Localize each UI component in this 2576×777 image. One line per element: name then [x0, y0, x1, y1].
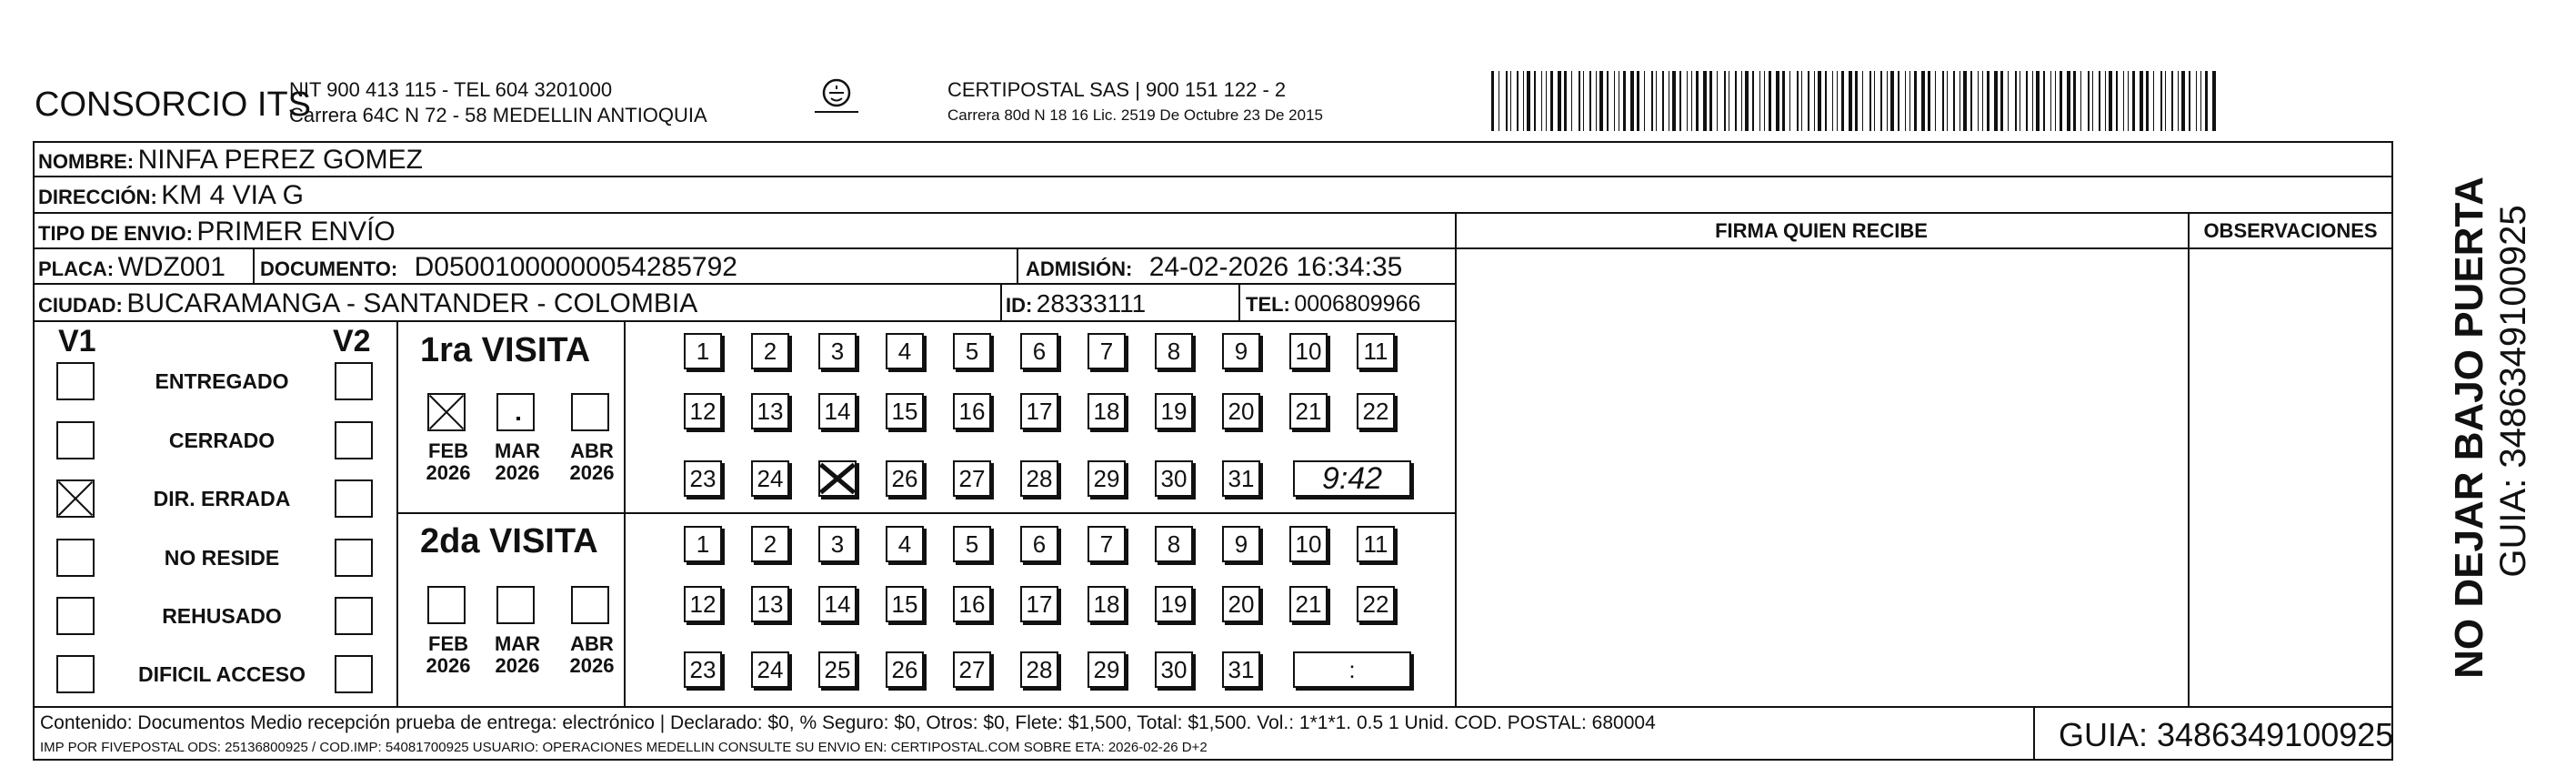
barcode-bar: [2088, 71, 2090, 131]
barcode-bar: [1696, 71, 1699, 131]
day-box[interactable]: 11: [1357, 333, 1395, 369]
ciudad-field: [38, 290, 697, 318]
day-box[interactable]: 11: [1357, 526, 1395, 562]
v1-checkbox[interactable]: [56, 539, 95, 577]
barcode-bar: [1651, 71, 1653, 131]
barcode-bar: [1571, 71, 1572, 131]
barcode-bar: [1656, 71, 1657, 131]
barcode-bar: [2123, 71, 2124, 131]
day-box[interactable]: 6: [1020, 333, 1058, 369]
day-box[interactable]: 24: [751, 460, 789, 497]
barcode-bar: [1935, 71, 1936, 131]
documento-field: [260, 254, 737, 281]
placa-value: WDZ001: [117, 252, 226, 282]
day-box[interactable]: 25: [818, 651, 857, 688]
barcode-bar: [1583, 71, 1584, 131]
month-year: 2026: [426, 654, 471, 678]
v1-header: V1: [58, 324, 96, 358]
day-box[interactable]: 14: [818, 586, 857, 622]
second-visit-title: 2da VISITA: [420, 522, 598, 560]
month-name: FEB: [428, 632, 468, 655]
barcode-bar: [1523, 71, 1524, 131]
placa-label: PLACA:: [38, 257, 115, 280]
barcode-bar: [1491, 71, 1494, 131]
barcode-bar: [2165, 71, 2166, 131]
barcode-bar: [1818, 71, 1821, 131]
v2-checkbox[interactable]: [335, 597, 373, 635]
month-label: [489, 633, 546, 677]
barcode-bar: [1510, 71, 1511, 131]
barcode-bar: [1782, 71, 1785, 131]
first-visit-title: 1ra VISITA: [420, 331, 591, 369]
barcode-bar: [2178, 71, 2179, 131]
barcode-bar: [2026, 71, 2028, 131]
barcode-bar: [2189, 71, 2190, 131]
month-year: 2026: [426, 461, 471, 485]
barcode-bar: [1541, 71, 1542, 131]
day-box[interactable]: 26: [886, 460, 924, 497]
v2-checkbox[interactable]: [335, 362, 373, 400]
barcode-bar: [1887, 71, 1888, 131]
barcode-bar: [2140, 71, 2143, 131]
admision-field: [1026, 254, 1402, 281]
barcode-bar: [1662, 71, 1664, 131]
day-box[interactable]: 10: [1289, 526, 1328, 562]
barcode-bar: [1841, 71, 1844, 131]
day-box[interactable]: 8: [1155, 526, 1193, 562]
barcode-bar: [1506, 71, 1508, 131]
day-box[interactable]: 9: [1222, 333, 1260, 369]
tipo-envio-row: [38, 218, 396, 246]
barcode-bar: [1801, 71, 1802, 131]
barcode-bar: [1947, 71, 1948, 131]
barcode-bar: [2132, 71, 2135, 131]
barcode-bar: [1517, 71, 1519, 131]
barcode-bar: [1741, 71, 1742, 131]
barcode-bar: [1909, 71, 1910, 131]
barcode-bar: [1982, 71, 1983, 131]
day-box[interactable]: 15: [886, 393, 924, 429]
day-box[interactable]: 19: [1155, 586, 1193, 622]
documento-value: D05001000000054285792: [414, 252, 737, 282]
barcode-bar: [1745, 71, 1749, 131]
barcode-bar: [1837, 71, 1838, 131]
status-label: DIFICIL ACCESO: [137, 662, 306, 686]
day-box[interactable]: 28: [1020, 460, 1058, 497]
day-box[interactable]: 8: [1155, 333, 1193, 369]
barcode-bar: [2080, 71, 2081, 131]
firma-header: FIRMA QUIEN RECIBE: [1715, 219, 1928, 242]
barcode-bar: [1687, 71, 1688, 131]
barcode-bar: [2092, 71, 2093, 131]
barcode-bar: [1534, 71, 1536, 131]
barcode-bar: [2212, 71, 2216, 131]
month-label: [564, 633, 620, 677]
status-label: DIR. ERRADA: [153, 487, 291, 510]
barcode-bar: [1898, 71, 1899, 131]
day-box[interactable]: 16: [953, 393, 991, 429]
barcode-bar: [1970, 71, 1972, 131]
v1-checkbox[interactable]: [56, 362, 95, 400]
barcode-bar: [1928, 71, 1930, 131]
barcode-bar: [1724, 71, 1726, 131]
barcode-bar: [2000, 71, 2003, 131]
barcode-bar: [1832, 71, 1833, 131]
day-box[interactable]: 3: [818, 526, 857, 562]
day-box[interactable]: 24: [751, 651, 789, 688]
barcode-bar: [1769, 71, 1771, 131]
barcode-bar: [1637, 71, 1639, 131]
barcode-bar: [1855, 71, 1858, 131]
day-box[interactable]: 10: [1289, 333, 1328, 369]
month-year: 2026: [495, 654, 540, 678]
v2-checkbox[interactable]: [335, 655, 373, 693]
barcode-bar: [1890, 71, 1894, 131]
day-box[interactable]: 22: [1357, 586, 1395, 622]
id-field: [1006, 291, 1146, 317]
day-box[interactable]: 22: [1357, 393, 1395, 429]
barcode-bar: [1596, 71, 1597, 131]
day-box[interactable]: 27: [953, 651, 991, 688]
v1-checkbox[interactable]: [56, 597, 95, 635]
side-warning: NO DEJAR BAJO PUERTA: [2447, 177, 2491, 679]
barcode-bar: [1994, 71, 1998, 131]
day-box[interactable]: 1: [684, 333, 722, 369]
barcode-bar: [2109, 71, 2112, 131]
v2-checkbox[interactable]: [335, 479, 373, 518]
day-box[interactable]: 21: [1289, 586, 1328, 622]
day-box[interactable]: [818, 460, 857, 497]
day-box[interactable]: 29: [1088, 460, 1126, 497]
month-checkbox[interactable]: [496, 586, 535, 624]
id-label: ID:: [1006, 294, 1033, 317]
barcode-bar: [1880, 71, 1882, 131]
documento-label: DOCUMENTO:: [260, 257, 398, 280]
id-value: 28333111: [1036, 289, 1147, 318]
day-box[interactable]: 13: [751, 393, 789, 429]
month-checkbox[interactable]: [571, 393, 609, 431]
direccion-row: [38, 182, 304, 209]
placa-field: [38, 254, 226, 281]
direccion-value: KM 4 VIA G: [161, 180, 304, 210]
barcode-bar: [2196, 71, 2197, 131]
admision-label: ADMISIÓN:: [1026, 257, 1133, 280]
day-box[interactable]: 19: [1155, 393, 1193, 429]
nit-line: NIT 900 413 115 - TEL 604 3201000: [289, 78, 613, 101]
day-box[interactable]: 23: [684, 460, 722, 497]
barcode-bar: [1764, 71, 1765, 131]
day-box[interactable]: 7: [1088, 333, 1126, 369]
day-box[interactable]: 18: [1088, 393, 1126, 429]
day-box[interactable]: 16: [953, 586, 991, 622]
barcode-bar: [1953, 71, 1955, 131]
barcode-bar: [1527, 71, 1530, 131]
barcode-bar: [1703, 71, 1707, 131]
day-box[interactable]: 7: [1088, 526, 1126, 562]
day-box[interactable]: 20: [1222, 393, 1260, 429]
barcode-bar: [1905, 71, 1906, 131]
barcode-bar: [2128, 71, 2129, 131]
day-box[interactable]: 17: [1020, 393, 1058, 429]
certi-line2: Carrera 80d N 18 16 Lic. 2519 De Octubre 23 De 2015: [947, 106, 1323, 124]
address-line: Carrera 64C N 72 - 58 MEDELLIN ANTIOQUIA: [289, 104, 707, 126]
barcode-bar: [1717, 71, 1718, 131]
month-year: 2026: [569, 654, 615, 678]
barcode-bar: [2171, 71, 2173, 131]
company-name: CONSORCIO ITS: [35, 86, 312, 124]
day-box[interactable]: 18: [1088, 586, 1126, 622]
v1-checkbox[interactable]: [56, 479, 95, 518]
barcode-bar: [1579, 71, 1580, 131]
month-name: ABR: [570, 439, 614, 462]
footer-guia: GUIA: 3486349100925: [2059, 716, 2394, 753]
day-box[interactable]: 5: [953, 333, 991, 369]
barcode-bar: [1735, 71, 1737, 131]
barcode-bar: [2099, 71, 2100, 131]
barcode-bar: [1709, 71, 1712, 131]
barcode-bar: [2181, 71, 2185, 131]
day-box[interactable]: 5: [953, 526, 991, 562]
day-box[interactable]: 20: [1222, 586, 1260, 622]
month-year: 2026: [495, 461, 540, 485]
observaciones-header: OBSERVACIONES: [2203, 219, 2378, 242]
barcode-bar: [1808, 71, 1809, 131]
barcode-bar: [1691, 71, 1692, 131]
barcode-bar: [1599, 71, 1603, 131]
day-box[interactable]: 23: [684, 651, 722, 688]
direccion-label: DIRECCIÓN:: [38, 186, 157, 208]
status-label: NO RESIDE: [164, 546, 280, 570]
month-checkbox[interactable]: [427, 586, 466, 624]
ciudad-value: BUCARAMANGA - SANTANDER - COLOMBIA: [126, 288, 698, 318]
day-box[interactable]: 28: [1020, 651, 1058, 688]
barcode-bar: [1874, 71, 1875, 131]
barcode-bar: [2116, 71, 2118, 131]
barcode-bar: [2055, 71, 2056, 131]
barcode-bar: [1752, 71, 1754, 131]
barcode-bar: [1789, 71, 1790, 131]
tipo-envio-value: PRIMER ENVÍO: [196, 217, 396, 247]
barcode-bar: [1921, 71, 1925, 131]
barcode-bar: [2160, 71, 2162, 131]
status-label: ENTREGADO: [155, 369, 289, 393]
time-box[interactable]: :: [1293, 651, 1411, 688]
day-box[interactable]: 21: [1289, 393, 1328, 429]
barcode-bar: [1849, 71, 1852, 131]
certipostal-logo-icon: [809, 75, 864, 122]
day-box[interactable]: 4: [886, 333, 924, 369]
day-box[interactable]: 26: [886, 651, 924, 688]
v2-checkbox[interactable]: [335, 421, 373, 459]
barcode-bar: [2032, 71, 2033, 131]
barcode-bar: [2043, 71, 2045, 131]
barcode-bar: [1623, 71, 1626, 131]
barcode-bar: [1814, 71, 1815, 131]
barcode-bar: [1498, 71, 1499, 131]
barcode-bar: [1550, 71, 1553, 131]
v2-checkbox[interactable]: [335, 539, 373, 577]
barcode-bar: [2050, 71, 2051, 131]
month-name: ABR: [570, 632, 614, 655]
day-box[interactable]: 1: [684, 526, 722, 562]
month-label: [420, 633, 476, 677]
day-box[interactable]: 17: [1020, 586, 1058, 622]
month-label: [420, 440, 476, 484]
time-box[interactable]: 9:42: [1293, 460, 1411, 497]
day-box[interactable]: 31: [1222, 651, 1260, 688]
day-box[interactable]: 30: [1155, 460, 1193, 497]
footer-imp: IMP POR FIVEPOSTAL ODS: 25136800925 / COD.IMP: 54081700925 USUARIO: OPERACIONES MEDELLIN CONSULTE SU ENVIO EN: CERTIPOSTAL.COM SOBRE ETA: 2026-02-26 D+2: [40, 740, 1208, 755]
barcode-bar: [1564, 71, 1567, 131]
barcode-bar: [2067, 71, 2070, 131]
nombre-label: NOMBRE:: [38, 150, 135, 173]
month-label: [564, 440, 620, 484]
barcode-bar: [2060, 71, 2062, 131]
nombre-value: NINFA PEREZ GOMEZ: [137, 145, 423, 175]
month-name: MAR: [494, 439, 541, 462]
barcode-bar: [1546, 71, 1547, 131]
barcode-bar: [2205, 71, 2208, 131]
tel-value: 0006809966: [1294, 291, 1421, 317]
day-box[interactable]: 13: [751, 586, 789, 622]
day-box[interactable]: 9: [1222, 526, 1260, 562]
barcode-bar: [2153, 71, 2154, 131]
status-label: CERRADO: [168, 429, 276, 452]
nombre-row: [38, 146, 423, 174]
barcode-bar: [1862, 71, 1863, 131]
barcode-bar: [1869, 71, 1871, 131]
barcode-bar: [1987, 71, 1990, 131]
day-box[interactable]: 29: [1088, 651, 1126, 688]
admision-value: 24-02-2026 16:34:35: [1148, 252, 1403, 282]
barcode-bar: [1589, 71, 1591, 131]
certi-line1: CERTIPOSTAL SAS | 900 151 122 - 2: [947, 78, 1287, 101]
barcode-bar: [2073, 71, 2076, 131]
barcode-bar: [1797, 71, 1799, 131]
month-checkbox[interactable]: [496, 393, 535, 431]
day-box[interactable]: 6: [1020, 526, 1058, 562]
barcode-bar: [1825, 71, 1827, 131]
tel-field: [1246, 293, 1420, 316]
barcode-bar: [2008, 71, 2009, 131]
barcode-bar: [1679, 71, 1681, 131]
v2-header: V2: [333, 324, 371, 358]
side-guia: GUIA: 3486349100925: [2493, 205, 2533, 578]
barcode-bar: [2015, 71, 2017, 131]
month-mark: [516, 417, 520, 420]
barcode-bar: [1607, 71, 1609, 131]
tel-label: TEL:: [1246, 293, 1290, 316]
barcode: [1491, 71, 2219, 131]
month-checkbox[interactable]: [427, 393, 466, 431]
month-label: [489, 440, 546, 484]
month-name: MAR: [494, 632, 541, 655]
day-box[interactable]: 2: [751, 333, 789, 369]
ciudad-label: CIUDAD:: [38, 294, 123, 317]
barcode-bar: [1614, 71, 1615, 131]
month-year: 2026: [569, 461, 615, 485]
day-box[interactable]: 31: [1222, 460, 1260, 497]
tipo-envio-label: TIPO DE ENVIO:: [38, 222, 193, 245]
barcode-bar: [1978, 71, 1979, 131]
barcode-bar: [1672, 71, 1676, 131]
v1-checkbox[interactable]: [56, 655, 95, 693]
barcode-bar: [2146, 71, 2149, 131]
barcode-bar: [2036, 71, 2040, 131]
barcode-bar: [1558, 71, 1561, 131]
day-box[interactable]: 30: [1155, 651, 1193, 688]
day-box[interactable]: 12: [684, 586, 722, 622]
day-box[interactable]: 2: [751, 526, 789, 562]
month-checkbox[interactable]: [571, 586, 609, 624]
day-box[interactable]: 15: [886, 586, 924, 622]
barcode-bar: [1914, 71, 1917, 131]
day-box[interactable]: 3: [818, 333, 857, 369]
v1-checkbox[interactable]: [56, 421, 95, 459]
barcode-bar: [1630, 71, 1634, 131]
day-box[interactable]: 12: [684, 393, 722, 429]
barcode-bar: [1942, 71, 1944, 131]
footer-contenido: Contenido: Documentos Medio recepción prueba de entrega: electrónico | Declarado: $0, % Seguro: $0, Otros: $0, Flete: $1,500, Total: $1,500. Vol.: 1*1*1. 0.5 1 Unid. COD. POSTAL: 680004: [40, 712, 1656, 733]
barcode-bar: [1759, 71, 1760, 131]
day-box[interactable]: 27: [953, 460, 991, 497]
day-box[interactable]: 4: [886, 526, 924, 562]
barcode-bar: [1963, 71, 1967, 131]
barcode-bar: [2200, 71, 2201, 131]
barcode-bar: [1644, 71, 1645, 131]
month-name: FEB: [428, 439, 468, 462]
barcode-bar: [1776, 71, 1779, 131]
status-label: REHUSADO: [162, 604, 282, 628]
barcode-bar: [2105, 71, 2106, 131]
day-box[interactable]: 14: [818, 393, 857, 429]
